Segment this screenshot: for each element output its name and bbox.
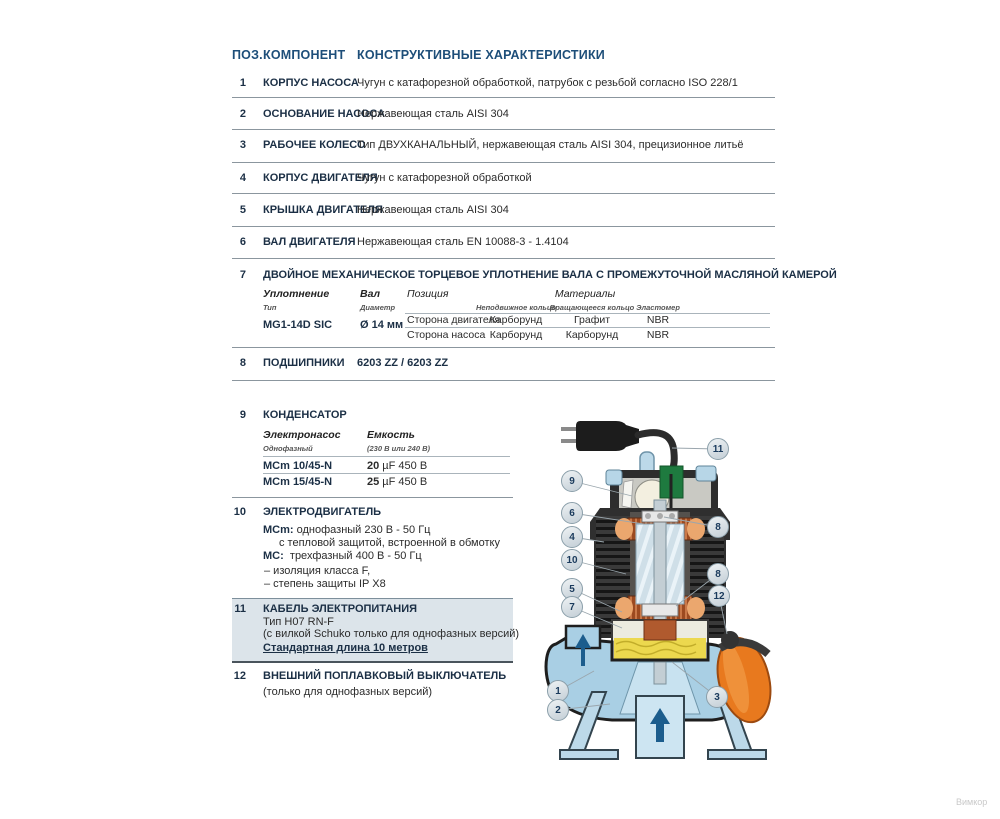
callout-5: 5 <box>561 578 583 600</box>
row-spec: Чугун с катафорезной обработкой <box>357 172 532 184</box>
section-divider <box>232 497 513 498</box>
callout-7: 7 <box>561 596 583 618</box>
capacitor-col-header: Электронасос <box>263 429 341 441</box>
motor-line-3-label: MC: <box>263 550 284 562</box>
cable-line-2: (с вилкой Schuko только для однофазных версий) <box>263 628 520 640</box>
motor-bullet-2: – степень защиты IP X8 <box>264 578 386 590</box>
cable-section-title: КАБЕЛЬ ЭЛЕКТРОПИТАНИЯ <box>263 603 418 615</box>
seal-row-position: Сторона насоса <box>407 329 486 341</box>
seal-subcol-header: Неподвижное кольцо <box>475 303 557 312</box>
seal-row-stationary: Карборунд <box>489 329 543 341</box>
watermark: Вимкор <box>956 797 988 807</box>
row-pos: 2 <box>239 108 246 120</box>
capacitor-value <box>367 460 427 472</box>
row-spec: Нержавеющая сталь AISI 304 <box>357 204 509 216</box>
capacitor-table-line <box>263 456 510 457</box>
seal-col-header: Уплотнение <box>263 288 330 300</box>
capacitor-value-number: 20 <box>367 460 380 472</box>
row-component: ПОДШИПНИКИ <box>263 357 345 369</box>
seal-type: MG1-14D SIC <box>263 319 333 331</box>
row-divider <box>232 129 775 130</box>
row-component: КРЫШКА ДВИГАТЕЛЯ <box>263 204 383 216</box>
capacitor-value-number: 25 <box>367 476 380 488</box>
motor-bullet-1: – изоляция класса F, <box>264 565 371 577</box>
capacitor-section-title: КОНДЕНСАТОР <box>263 409 347 421</box>
capacitor-table-line <box>263 473 510 474</box>
seal-subcol-header: Тип <box>263 303 277 312</box>
callout-4: 4 <box>561 526 583 548</box>
callout-9: 9 <box>561 470 583 492</box>
column-header-specs: КОНСТРУКТИВНЫЕ ХАРАКТЕРИСТИКИ <box>357 48 605 62</box>
row-divider <box>232 380 775 381</box>
top-tab-left <box>606 470 622 485</box>
bearing-top <box>642 511 678 522</box>
motor-section-title: ЭЛЕКТРОДВИГАТЕЛЬ <box>263 506 382 518</box>
row-pos: 1 <box>239 77 246 89</box>
capacitor-col-header: Емкость <box>367 429 415 441</box>
cable-line-1: Тип H07 RN-F <box>263 616 334 628</box>
row-divider <box>232 258 775 259</box>
row-spec: Нержавеющая сталь AISI 304 <box>357 108 509 120</box>
seal-subcol-header: Эластомер <box>636 303 680 312</box>
row-divider <box>232 162 775 163</box>
row-component: ОСНОВАНИЕ НАСОСА <box>263 108 386 120</box>
capacitor-subcol-header: Однофазный <box>263 444 313 453</box>
row-component: ВАЛ ДВИГАТЕЛЯ <box>263 236 356 248</box>
row-pos: 11 <box>234 603 246 615</box>
row-pos: 8 <box>239 357 246 369</box>
row-pos: 10 <box>233 506 246 518</box>
float-section-title: ВНЕШНИЙ ПОПЛАВКОВЫЙ ВЫКЛЮЧАТЕЛЬ <box>263 670 507 682</box>
seal-col-header: Вал <box>360 288 381 300</box>
seal-row-elastomer: NBR <box>646 314 670 326</box>
seal-col-header: Позиция <box>407 288 449 300</box>
column-header-component: КОМПОНЕНТ <box>263 48 346 62</box>
float-line-1: (только для однофазных версий) <box>263 686 433 698</box>
row-divider <box>232 97 775 98</box>
seal-table-line <box>405 327 770 328</box>
schuko-plug-icon <box>561 421 639 451</box>
row-divider <box>232 347 775 348</box>
row-pos: 7 <box>239 269 246 281</box>
row-divider <box>232 226 775 227</box>
callout-6: 6 <box>561 502 583 524</box>
seal-row-elastomer: NBR <box>646 329 670 341</box>
seal-row-position: Сторона двигателя <box>407 314 501 326</box>
capacitor-model: MCm 15/45-N <box>263 476 333 488</box>
row-component: КОРПУС НАСОСА <box>263 77 359 89</box>
callout-8-bottom: 8 <box>707 563 729 585</box>
bearing-bottom <box>642 604 678 616</box>
row-divider <box>232 193 775 194</box>
callout-1: 1 <box>547 680 569 702</box>
motor-line-2: с тепловой защитой, встроенной в обмотку <box>279 537 500 549</box>
row-pos: 6 <box>239 236 246 248</box>
row-pos: 12 <box>233 670 246 682</box>
row-pos: 4 <box>239 172 246 184</box>
row-pos: 9 <box>239 409 246 421</box>
row-spec: 6203 ZZ / 6203 ZZ <box>357 357 449 369</box>
callout-3: 3 <box>706 686 728 708</box>
capacitor-model: MCm 10/45-N <box>263 460 333 472</box>
capacitor-value-unit: µF 450 В <box>379 460 428 472</box>
capacitor-subcol-header: (230 В или 240 В) <box>367 444 431 453</box>
row-component: КОРПУС ДВИГАТЕЛЯ <box>263 172 378 184</box>
capacitor-value <box>367 476 427 488</box>
row-pos: 5 <box>239 204 246 216</box>
mechanical-seal <box>644 620 676 640</box>
motor-line-3 <box>263 550 422 562</box>
capacitor-value-unit: µF 450 В <box>379 476 428 488</box>
top-tab-right <box>696 466 716 481</box>
motor-line-1-label: MCm: <box>263 524 294 536</box>
seal-col-header: Материалы <box>554 288 616 300</box>
motor-line-1 <box>263 524 430 536</box>
row-spec: Нержавеющая сталь EN 10088-3 - 1.4104 <box>357 236 569 248</box>
cable-line-3: Стандартная длина 10 метров <box>263 642 428 654</box>
seal-section-title: ДВОЙНОЕ МЕХАНИЧЕСКОЕ ТОРЦЕВОЕ УПЛОТНЕНИЕ ВАЛА С ПРОМЕЖУТОЧНОЙ МАСЛЯНОЙ КАМЕРОЙ <box>263 269 837 281</box>
motor-line-1-text: однофазный 230 В - 50 Гц <box>296 524 431 536</box>
callout-10: 10 <box>561 549 583 571</box>
seal-row-rotating: Карборунд <box>565 329 619 341</box>
callout-8-top: 8 <box>707 516 729 538</box>
callout-12: 12 <box>708 585 730 607</box>
seal-row-stationary: Карборунд <box>489 314 543 326</box>
shaft-diameter: Ø 14 мм <box>360 319 404 331</box>
seal-row-rotating: Графит <box>573 314 611 326</box>
row-component: РАБОЧЕЕ КОЛЕСО <box>263 139 366 151</box>
row-spec: Тип ДВУХКАНАЛЬНЫЙ, нержавеющая сталь AISI 304, прецизионное литьё <box>357 139 744 151</box>
seal-subcol-header: Диаметр <box>360 303 396 312</box>
callout-2: 2 <box>547 699 569 721</box>
seal-subcol-header: Вращающееся кольцо <box>549 303 635 312</box>
column-header-pos: ПОЗ. <box>232 48 263 62</box>
row-spec: Чугун с катафорезной обработкой, патрубок с резьбой согласно ISO 228/1 <box>357 77 738 89</box>
motor-line-3-text: трехфазный 400 В - 50 Гц <box>289 550 422 562</box>
callout-11: 11 <box>707 438 729 460</box>
row-pos: 3 <box>239 139 246 151</box>
